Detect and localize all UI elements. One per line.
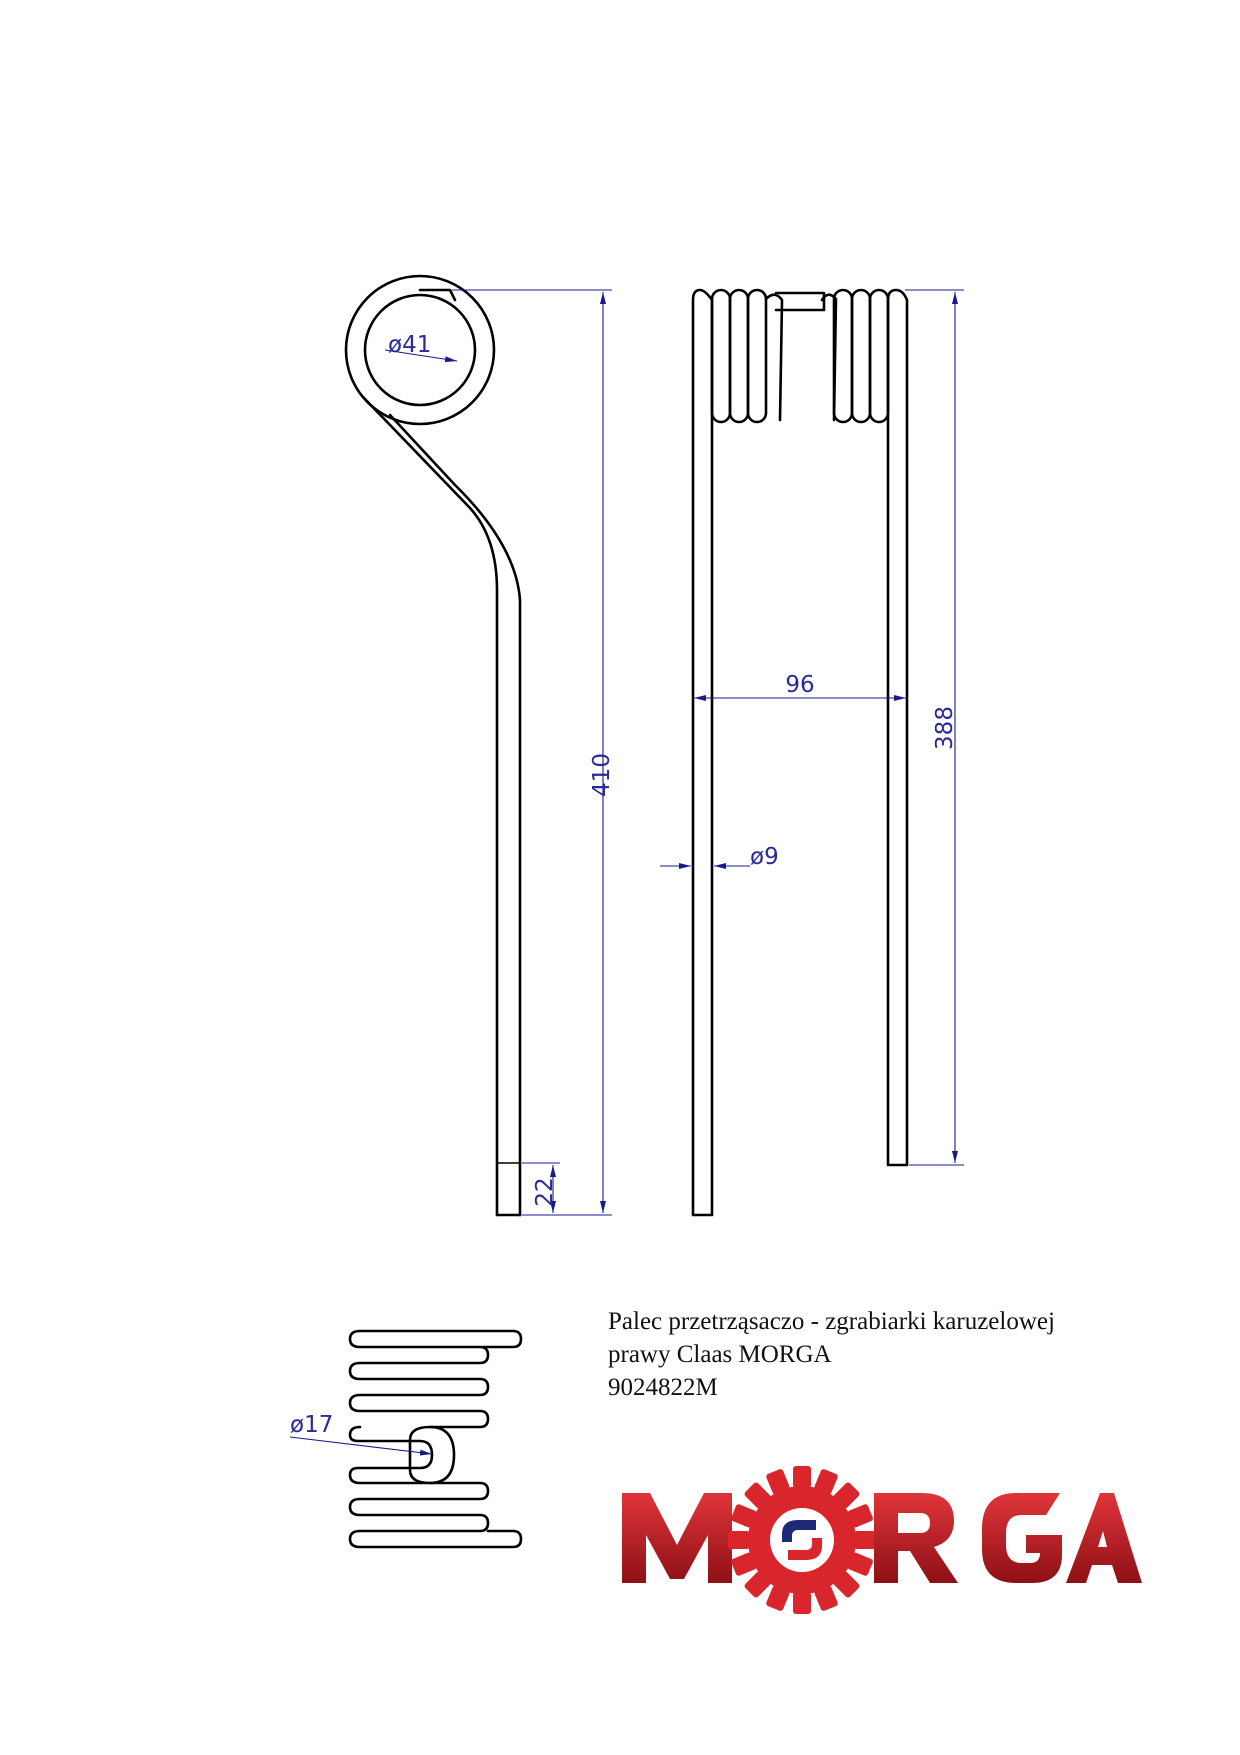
coil-right-4 [870, 290, 888, 422]
part-description [608, 1305, 1168, 1404]
side-view [346, 276, 520, 1215]
gear-icon [728, 1466, 876, 1614]
logo-letter-g [982, 1493, 1062, 1583]
dim-leg-spacing: 96 [785, 672, 815, 698]
dim-total-length-left: 410 [589, 753, 615, 797]
dim-tip-length: 22 [532, 1177, 558, 1207]
right-leg [888, 290, 907, 1165]
coil-right-3 [852, 290, 870, 422]
dim-coil-diameter: ø17 [290, 1412, 334, 1438]
coil-left-2 [730, 290, 748, 422]
coil-left-4 [766, 295, 782, 420]
front-view-dimensions [660, 290, 964, 1165]
coil-spring-outline [350, 1331, 521, 1547]
caption-line-2: prawy Claas MORGA [608, 1341, 832, 1368]
morga-logo [622, 1455, 1142, 1615]
logo-letter-m [622, 1493, 732, 1583]
coil-view [290, 1331, 521, 1547]
left-leg [693, 290, 712, 1215]
dim-wire-diameter: ø9 [750, 844, 779, 870]
coil-inner-bend [430, 1427, 454, 1483]
coil-left-3 [748, 290, 766, 422]
caption-line-1: Palec przetrząsaczo - zgrabiarki karuzelowej [608, 1308, 1055, 1335]
dim-total-length-right: 388 [932, 706, 958, 750]
arm-inner-edge [390, 415, 520, 1215]
logo-letter-a [1066, 1493, 1142, 1583]
arm-outer-edge [363, 397, 497, 1215]
front-view [693, 290, 907, 1215]
logo-letter-r [874, 1493, 958, 1583]
side-view-dimensions [385, 290, 615, 1215]
caption-part-number: 9024822M [608, 1374, 718, 1401]
dim-loop-diameter: ø41 [388, 332, 432, 358]
coil-left-1 [712, 290, 730, 422]
